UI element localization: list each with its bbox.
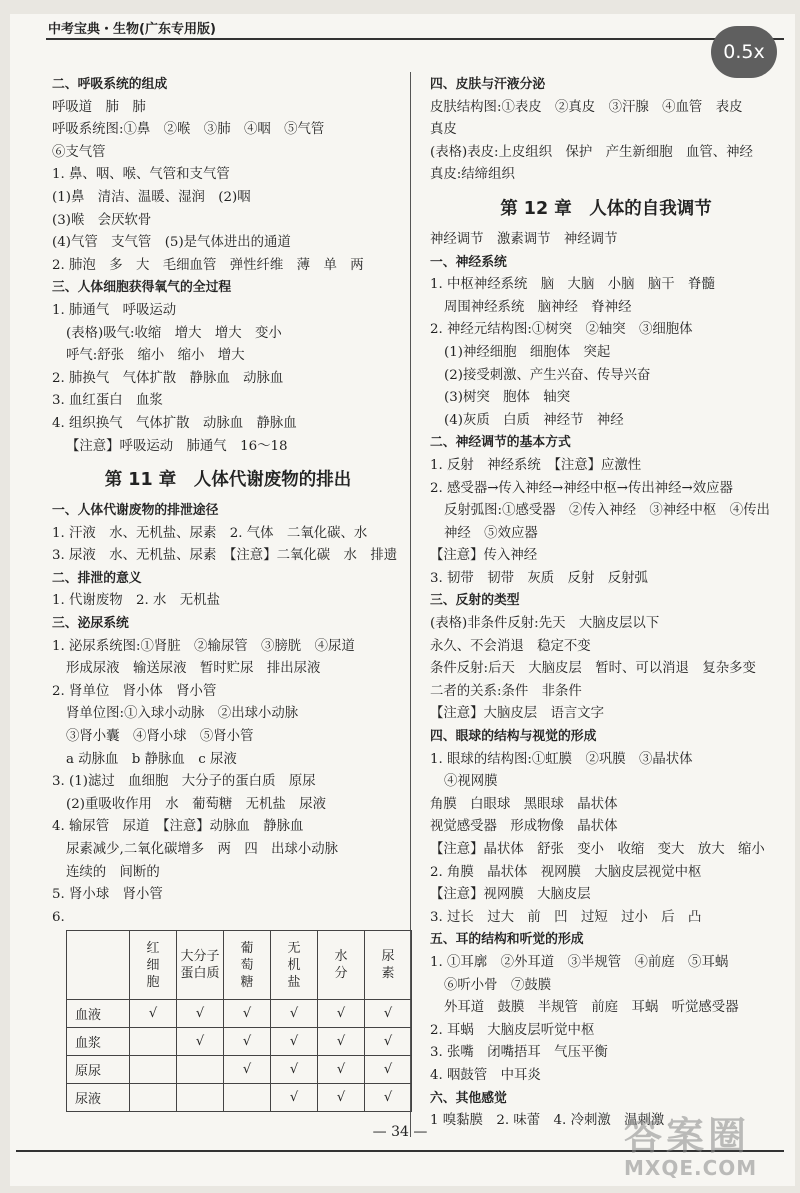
table-cell: √ (271, 1084, 318, 1112)
table-cell: √ (271, 1028, 318, 1056)
answer-line: 1. 汗液 水、无机盐、尿素 2. 气体 二氧化碳、水 (52, 525, 368, 541)
answer-line: 真皮 (430, 122, 457, 138)
answer-line: 3. (1)滤过 血细胞 大分子的蛋白质 原尿 (52, 774, 316, 790)
answer-line: 【注意】视网膜 大脑皮层 (430, 887, 591, 903)
answer-line: 1. 鼻、咽、喉、气管和支气管 (52, 167, 230, 183)
table-cell (130, 1028, 177, 1056)
table-cell: √ (365, 1028, 412, 1056)
table-cell: √ (318, 1084, 365, 1112)
answer-line: 3. 过长 过大 前 凹 过短 过小 后 凸 (430, 909, 702, 925)
answer-line: 2. 神经元结构图:①树突 ②轴突 ③细胞体 (430, 322, 693, 338)
answer-line: a 动脉血 b 静脉血 c 尿液 (66, 751, 237, 767)
answer-line: 1. 反射 神经系统 【注意】应激性 (430, 457, 642, 473)
answer-line: 1. 代谢废物 2. 水 无机盐 (52, 593, 220, 609)
table-cell: √ (271, 1056, 318, 1084)
table-header-cell (318, 931, 365, 1000)
table-header-label: 大分子蛋白质 (180, 949, 220, 981)
answer-line: 永久、不会消退 稳定不变 (430, 638, 591, 654)
section-heading: 二、神经调节的基本方式 (430, 435, 571, 451)
answer-line: (3)喉 会厌软骨 (52, 212, 152, 228)
answer-line: 反射弧图:①感受器 ②传入神经 ③神经中枢 ④传出 (444, 503, 770, 519)
table-cell (130, 1056, 177, 1084)
answer-line: 2. 肺换气 气体扩散 静脉血 动脉血 (52, 370, 284, 386)
table-cell: √ (224, 1028, 271, 1056)
answer-line: (2)接受刺激、产生兴奋、传导兴奋 (444, 367, 651, 383)
table-cell: √ (318, 1028, 365, 1056)
table-row (67, 1084, 412, 1112)
section-heading: 五、耳的结构和听觉的形成 (430, 932, 584, 948)
section-heading: 四、眼球的结构与视觉的形成 (430, 729, 597, 745)
section-heading: 二、排泄的意义 (52, 570, 142, 586)
answer-line: ④视网膜 (444, 774, 498, 790)
answer-line: 1. 肺通气 呼吸运动 (52, 302, 177, 318)
right-column (430, 74, 782, 1133)
table-header-cell (130, 931, 177, 1000)
table-row (67, 1000, 412, 1028)
answer-line: 【注意】大脑皮层 语言文字 (430, 706, 605, 722)
table-header-label: 水分 (334, 949, 348, 981)
answer-line: 【注意】传入神经 (430, 548, 538, 564)
answer-line: (4)气管 支气管 (5)是气体进出的通道 (52, 235, 291, 251)
answer-line: 神经 ⑤效应器 (444, 525, 538, 541)
section-heading: 三、反射的类型 (430, 593, 520, 609)
page-number: — 34 — (372, 1124, 428, 1140)
answer-line: 2. 感受器→传入神经→神经中枢→传出神经→效应器 (430, 480, 733, 496)
answer-line: 4. 输尿管 尿道 【注意】动脉血 静脉血 (52, 819, 304, 835)
answer-line: 2. 肺泡 多 大 毛细血管 弹性纤维 薄 单 两 (52, 257, 364, 273)
answer-line: 条件反射:后天 大脑皮层 暂时、可以消退 复杂多变 (430, 661, 756, 677)
table-cell: √ (271, 1000, 318, 1028)
zoom-level-button[interactable]: 0.5x (711, 26, 777, 78)
answer-table (66, 930, 412, 1112)
answer-line: (2)重吸收作用 水 葡萄糖 无机盐 尿液 (66, 796, 326, 812)
answer-line: 【注意】呼吸运动 肺通气 16～18 (66, 438, 288, 454)
answer-line: (表格)表皮:上皮组织 保护 产生新细胞 血管、神经 (430, 144, 753, 160)
table-cell: √ (177, 1000, 224, 1028)
answer-line: (1)鼻 清洁、温暖、湿润 (2)咽 (52, 189, 251, 205)
table-row (67, 1028, 412, 1056)
answer-line: 呼吸道 肺 肺 (52, 99, 146, 115)
answer-line: (3)树突 胞体 轴突 (444, 390, 571, 406)
answer-line: 神经调节 激素调节 神经调节 (430, 231, 618, 247)
answer-line: 视觉感受器 形成物像 晶状体 (430, 819, 618, 835)
answer-line: 3. 韧带 韧带 灰质 反射 反射弧 (430, 570, 648, 586)
answer-line: 3. 尿液 水、无机盐、尿素 【注意】二氧化碳 水 排遗 (52, 548, 398, 564)
table-row-label: 血浆 (67, 1028, 130, 1056)
table-row-label: 尿液 (67, 1084, 130, 1112)
table-header-cell (224, 931, 271, 1000)
table-cell: √ (318, 1000, 365, 1028)
section-heading: 三、泌尿系统 (52, 616, 129, 632)
answer-line: 形成尿液 输送尿液 暂时贮尿 排出尿液 (66, 661, 321, 677)
table-header-row (67, 931, 412, 1000)
answer-line: ⑥听小骨 ⑦鼓膜 (444, 977, 552, 993)
section-heading: 三、人体细胞获得氧气的全过程 (52, 280, 232, 296)
answer-line: ⑥支气管 (52, 144, 106, 160)
table-row (67, 1056, 412, 1084)
answer-line: 角膜 白眼球 黑眼球 晶状体 (430, 796, 618, 812)
section-heading: 二、呼吸系统的组成 (52, 77, 168, 92)
left-column (52, 74, 404, 929)
answer-line: 6. (52, 909, 65, 925)
table-cell: √ (365, 1056, 412, 1084)
page-header-title: 中考宝典・生物(广东专用版) (48, 22, 216, 37)
answer-line: 1. 泌尿系统图:①肾脏 ②输尿管 ③膀胱 ④尿道 (52, 638, 355, 654)
answer-line: 4. 组织换气 气体扩散 动脉血 静脉血 (52, 415, 297, 431)
table-cell: √ (365, 1000, 412, 1028)
answer-line: 1. 中枢神经系统 脑 大脑 小脑 脑干 脊髓 (430, 277, 715, 293)
answer-line: (4)灰质 白质 神经节 神经 (444, 412, 624, 428)
table-header-cell (67, 931, 130, 1000)
chapter-title: 第 11 章 人体代谢废物的排出 (104, 470, 352, 491)
table-cell: √ (177, 1028, 224, 1056)
table-cell (130, 1084, 177, 1112)
answer-line: 【注意】晶状体 舒张 变小 收缩 变大 放大 缩小 (430, 842, 765, 857)
answer-line: 外耳道 鼓膜 半规管 前庭 耳蜗 听觉感受器 (444, 1000, 739, 1016)
table-row-label: 原尿 (67, 1056, 130, 1084)
table-cell: √ (318, 1056, 365, 1084)
answer-line: 1. ①耳廓 ②外耳道 ③半规管 ④前庭 ⑤耳蜗 (430, 954, 729, 970)
answer-line: 5. 肾小球 肾小管 (52, 887, 163, 903)
answer-line: 2. 耳蜗 大脑皮层听觉中枢 (430, 1022, 595, 1038)
header-divider (46, 38, 784, 40)
table-header-label: 无机盐 (287, 940, 301, 990)
answer-line: ③肾小囊 ④肾小球 ⑤肾小管 (66, 729, 254, 745)
section-heading: 一、神经系统 (430, 254, 507, 270)
table-cell (177, 1084, 224, 1112)
answer-line: 皮肤结构图:①表皮 ②真皮 ③汗腺 ④血管 表皮 (430, 99, 743, 115)
answer-line: 1 嗅黏膜 2. 味蕾 4. 冷刺激 温刺激 (430, 1113, 665, 1129)
answer-line: (表格)吸气:收缩 增大 增大 变小 (66, 325, 282, 341)
answer-line: 2. 角膜 晶状体 视网膜 大脑皮层视觉中枢 (430, 864, 702, 880)
table-cell: √ (130, 1000, 177, 1028)
watermark-logo (624, 1105, 757, 1180)
answer-line: (表格)非条件反射:先天 大脑皮层以下 (430, 616, 660, 632)
answer-line: 4. 咽鼓管 中耳炎 (430, 1067, 541, 1083)
table-cell (224, 1084, 271, 1112)
watermark-url: MXQE.COM (624, 1156, 758, 1180)
table-cell: √ (365, 1084, 412, 1112)
table-header-label: 红细胞 (146, 940, 160, 990)
section-heading: 六、其他感觉 (430, 1090, 507, 1106)
answer-line: 2. 肾单位 肾小体 肾小管 (52, 683, 217, 699)
table-header-label: 葡萄糖 (240, 940, 254, 990)
table-cell: √ (224, 1000, 271, 1028)
table-header-cell (365, 931, 412, 1000)
answer-line: 1. 眼球的结构图:①虹膜 ②巩膜 ③晶状体 (430, 751, 693, 767)
table-cell (177, 1056, 224, 1084)
table-cell: √ (224, 1056, 271, 1084)
answer-line: 尿素减少,二氧化碳增多 两 四 出球小动脉 (66, 842, 339, 857)
section-heading: 一、人体代谢废物的排泄途径 (52, 503, 219, 519)
answer-line: (1)神经细胞 细胞体 突起 (444, 344, 611, 360)
answer-line: 二者的关系:条件 非条件 (430, 683, 582, 699)
table-header-label: 尿素 (381, 949, 395, 981)
answer-line: 周围神经系统 脑神经 脊神经 (444, 299, 632, 315)
answer-line: 连续的 间断的 (66, 864, 160, 880)
answer-line: 肾单位图:①入球小动脉 ②出球小动脉 (66, 706, 299, 722)
table-header-cell (177, 931, 224, 1000)
answer-line: 呼气:舒张 缩小 缩小 增大 (66, 348, 245, 364)
answer-line: 3. 血红蛋白 血浆 (52, 393, 163, 409)
answer-line: 真皮:结缔组织 (430, 167, 515, 183)
answer-line: 3. 张嘴 闭嘴捂耳 气压平衡 (430, 1045, 608, 1061)
watermark-text: 答案圈 (624, 1114, 751, 1158)
table-row-label: 血液 (67, 1000, 130, 1028)
section-heading: 四、皮肤与汗液分泌 (430, 77, 546, 92)
answer-line: 呼吸系统图:①鼻 ②喉 ③肺 ④咽 ⑤气管 (52, 122, 325, 138)
chapter-title: 第 12 章 人体的自我调节 (500, 198, 712, 219)
table-header-cell (271, 931, 318, 1000)
